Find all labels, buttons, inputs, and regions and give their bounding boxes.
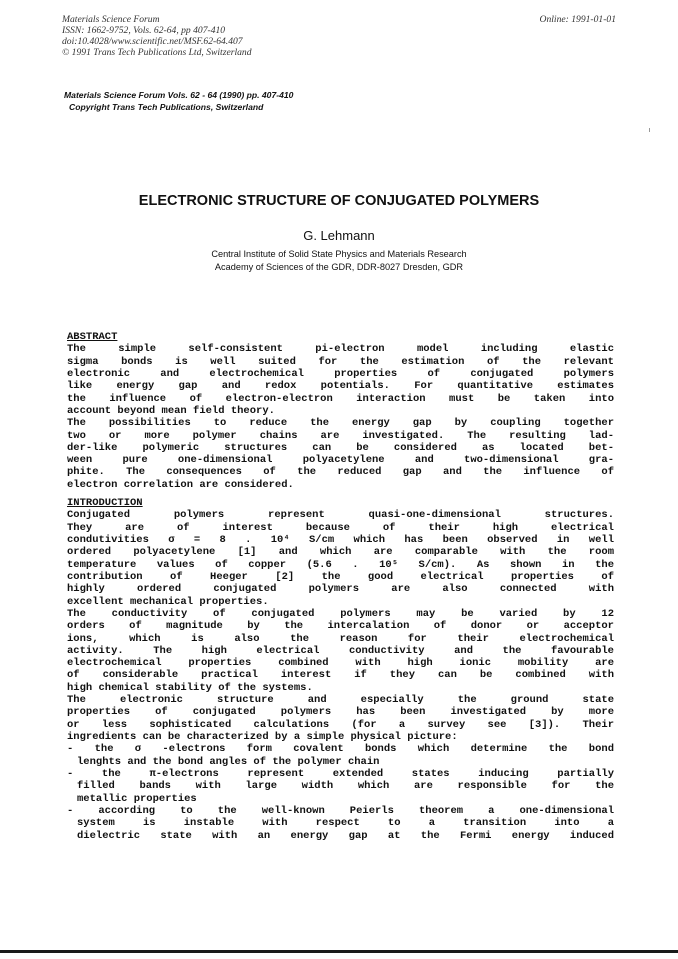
- affiliation-line: Academy of Sciences of the GDR, DDR-8027 Dresden, GDR: [214, 261, 464, 272]
- abstract-line: electronic and electrochemical properties of conjugated polymers: [67, 367, 614, 380]
- introduction-line: condutivities σ = 8 . 10⁴ S/cm which has been observed in well: [67, 534, 614, 546]
- introduction-line: or less sophisticated calculations (for a survey see [3]). Their: [67, 718, 614, 731]
- introduction-line: contribution of Heeger [2] the good electrical properties of: [67, 570, 614, 583]
- copyright-line: Copyright Trans Tech Publications, Switzerland: [69, 102, 264, 112]
- journal-line: Materials Science Forum Vols. 62 - 64 (1990) pp. 407-410: [64, 90, 294, 100]
- abstract-line: sigma bonds is well suited for the estimation of the relevant: [67, 355, 614, 368]
- abstract-line: phite. The consequences of the reduced gap and the influence of: [67, 466, 614, 479]
- journal-citation: [64, 89, 293, 113]
- meta-line: Materials Science Forum: [62, 14, 160, 25]
- introduction-line: electrochemical properties combined with high ionic mobility are: [67, 657, 614, 670]
- introduction-line: They are of interest because of their high electrical: [67, 521, 614, 534]
- introduction-line: dielectric state with an energy gap at the Fermi energy induced: [77, 829, 614, 842]
- abstract-line: electron correlation are considered.: [67, 478, 294, 491]
- paper-title: ELECTRONIC STRUCTURE OF CONJUGATED POLYMERS: [138, 193, 540, 209]
- abstract-line: the influence of electron-electron interaction must be taken into: [67, 392, 614, 405]
- meta-line: doi:10.4028/www.scientific.net/MSF.62-64.407: [62, 36, 243, 47]
- introduction-heading: INTRODUCTION: [67, 497, 143, 510]
- paper-author: G. Lehmann: [303, 228, 375, 243]
- abstract-heading: ABSTRACT: [67, 331, 118, 343]
- introduction-line: - the σ -electrons form covalent bonds which determine the bond: [67, 743, 614, 756]
- paper-body: [67, 331, 614, 842]
- abstract-line: like energy gap and redox potentials. For quantitative estimates: [67, 380, 614, 393]
- author-affiliation: [0, 248, 678, 273]
- introduction-line: The conductivity of conjugated polymers may be varied by 12: [67, 607, 614, 620]
- affiliation-line: Central Institute of Solid State Physics and Materials Research: [211, 249, 467, 259]
- introduction-line: of considerable practical interest if they can be combined with: [67, 669, 614, 682]
- introduction-line: - the π-electrons represent extended states inducing partially: [67, 767, 614, 780]
- introduction-line: The electronic structure and especially the ground state: [67, 694, 614, 707]
- introduction-line: properties of conjugated polymers has been investigated by more: [67, 706, 614, 719]
- introduction-line: highly ordered conjugated polymers are also connected with: [67, 583, 614, 596]
- abstract-line: account beyond mean field theory.: [67, 404, 275, 417]
- introduction-line: high chemical stability of the systems.: [67, 681, 313, 694]
- introduction-line: ingredients can be characterized by a simple physical picture:: [67, 731, 458, 743]
- introduction-line: - according to the well-known Peierls theorem a one-dimensional: [67, 804, 614, 817]
- introduction-line: system is instable with respect to a transition into a: [77, 817, 614, 830]
- publication-metadata: [62, 14, 252, 58]
- introduction-line: metallic properties: [77, 792, 197, 805]
- meta-line: © 1991 Trans Tech Publications Ltd, Switzerland: [62, 47, 252, 58]
- abstract-line: The simple self-consistent pi-electron model including elastic: [67, 343, 614, 356]
- introduction-line: ordered polyacetylene [1] and which are comparable with the room: [67, 546, 614, 559]
- introduction-line: lenghts and the bond angles of the polymer chain: [77, 755, 380, 768]
- abstract-line: The possibilities to reduce the energy gap by coupling together: [67, 417, 614, 430]
- introduction-line: filled bands with large width which are responsible for the: [77, 780, 614, 793]
- abstract-line: two or more polymer chains are investigated. The resulting lad-: [67, 429, 614, 442]
- introduction-line: orders of magnitude by the intercalation of donor or acceptor: [67, 620, 614, 633]
- introduction-line: temperature values of copper (5.6 . 10⁵ S/cm). As shown in the: [67, 558, 614, 571]
- abstract-line: ween pure one-dimensional polyacetylene and two-dimensional gra-: [67, 454, 614, 467]
- introduction-line: excellent mechanical properties.: [67, 595, 269, 608]
- scan-mark: [649, 128, 650, 132]
- introduction-line: activity. The high electrical conductivity and the favourable: [67, 644, 614, 657]
- introduction-line: Conjugated polymers represent quasi-one-dimensional structures.: [67, 509, 614, 522]
- page-bottom-rule: [0, 950, 678, 953]
- meta-line: ISSN: 1662-9752, Vols. 62-64, pp 407-410: [62, 25, 226, 36]
- abstract-line: der-like polymeric structures can be considered as located bet-: [67, 441, 614, 454]
- introduction-line: ions, which is also the reason for their electrochemical: [67, 632, 614, 645]
- online-date: Online: 1991-01-01: [539, 14, 616, 25]
